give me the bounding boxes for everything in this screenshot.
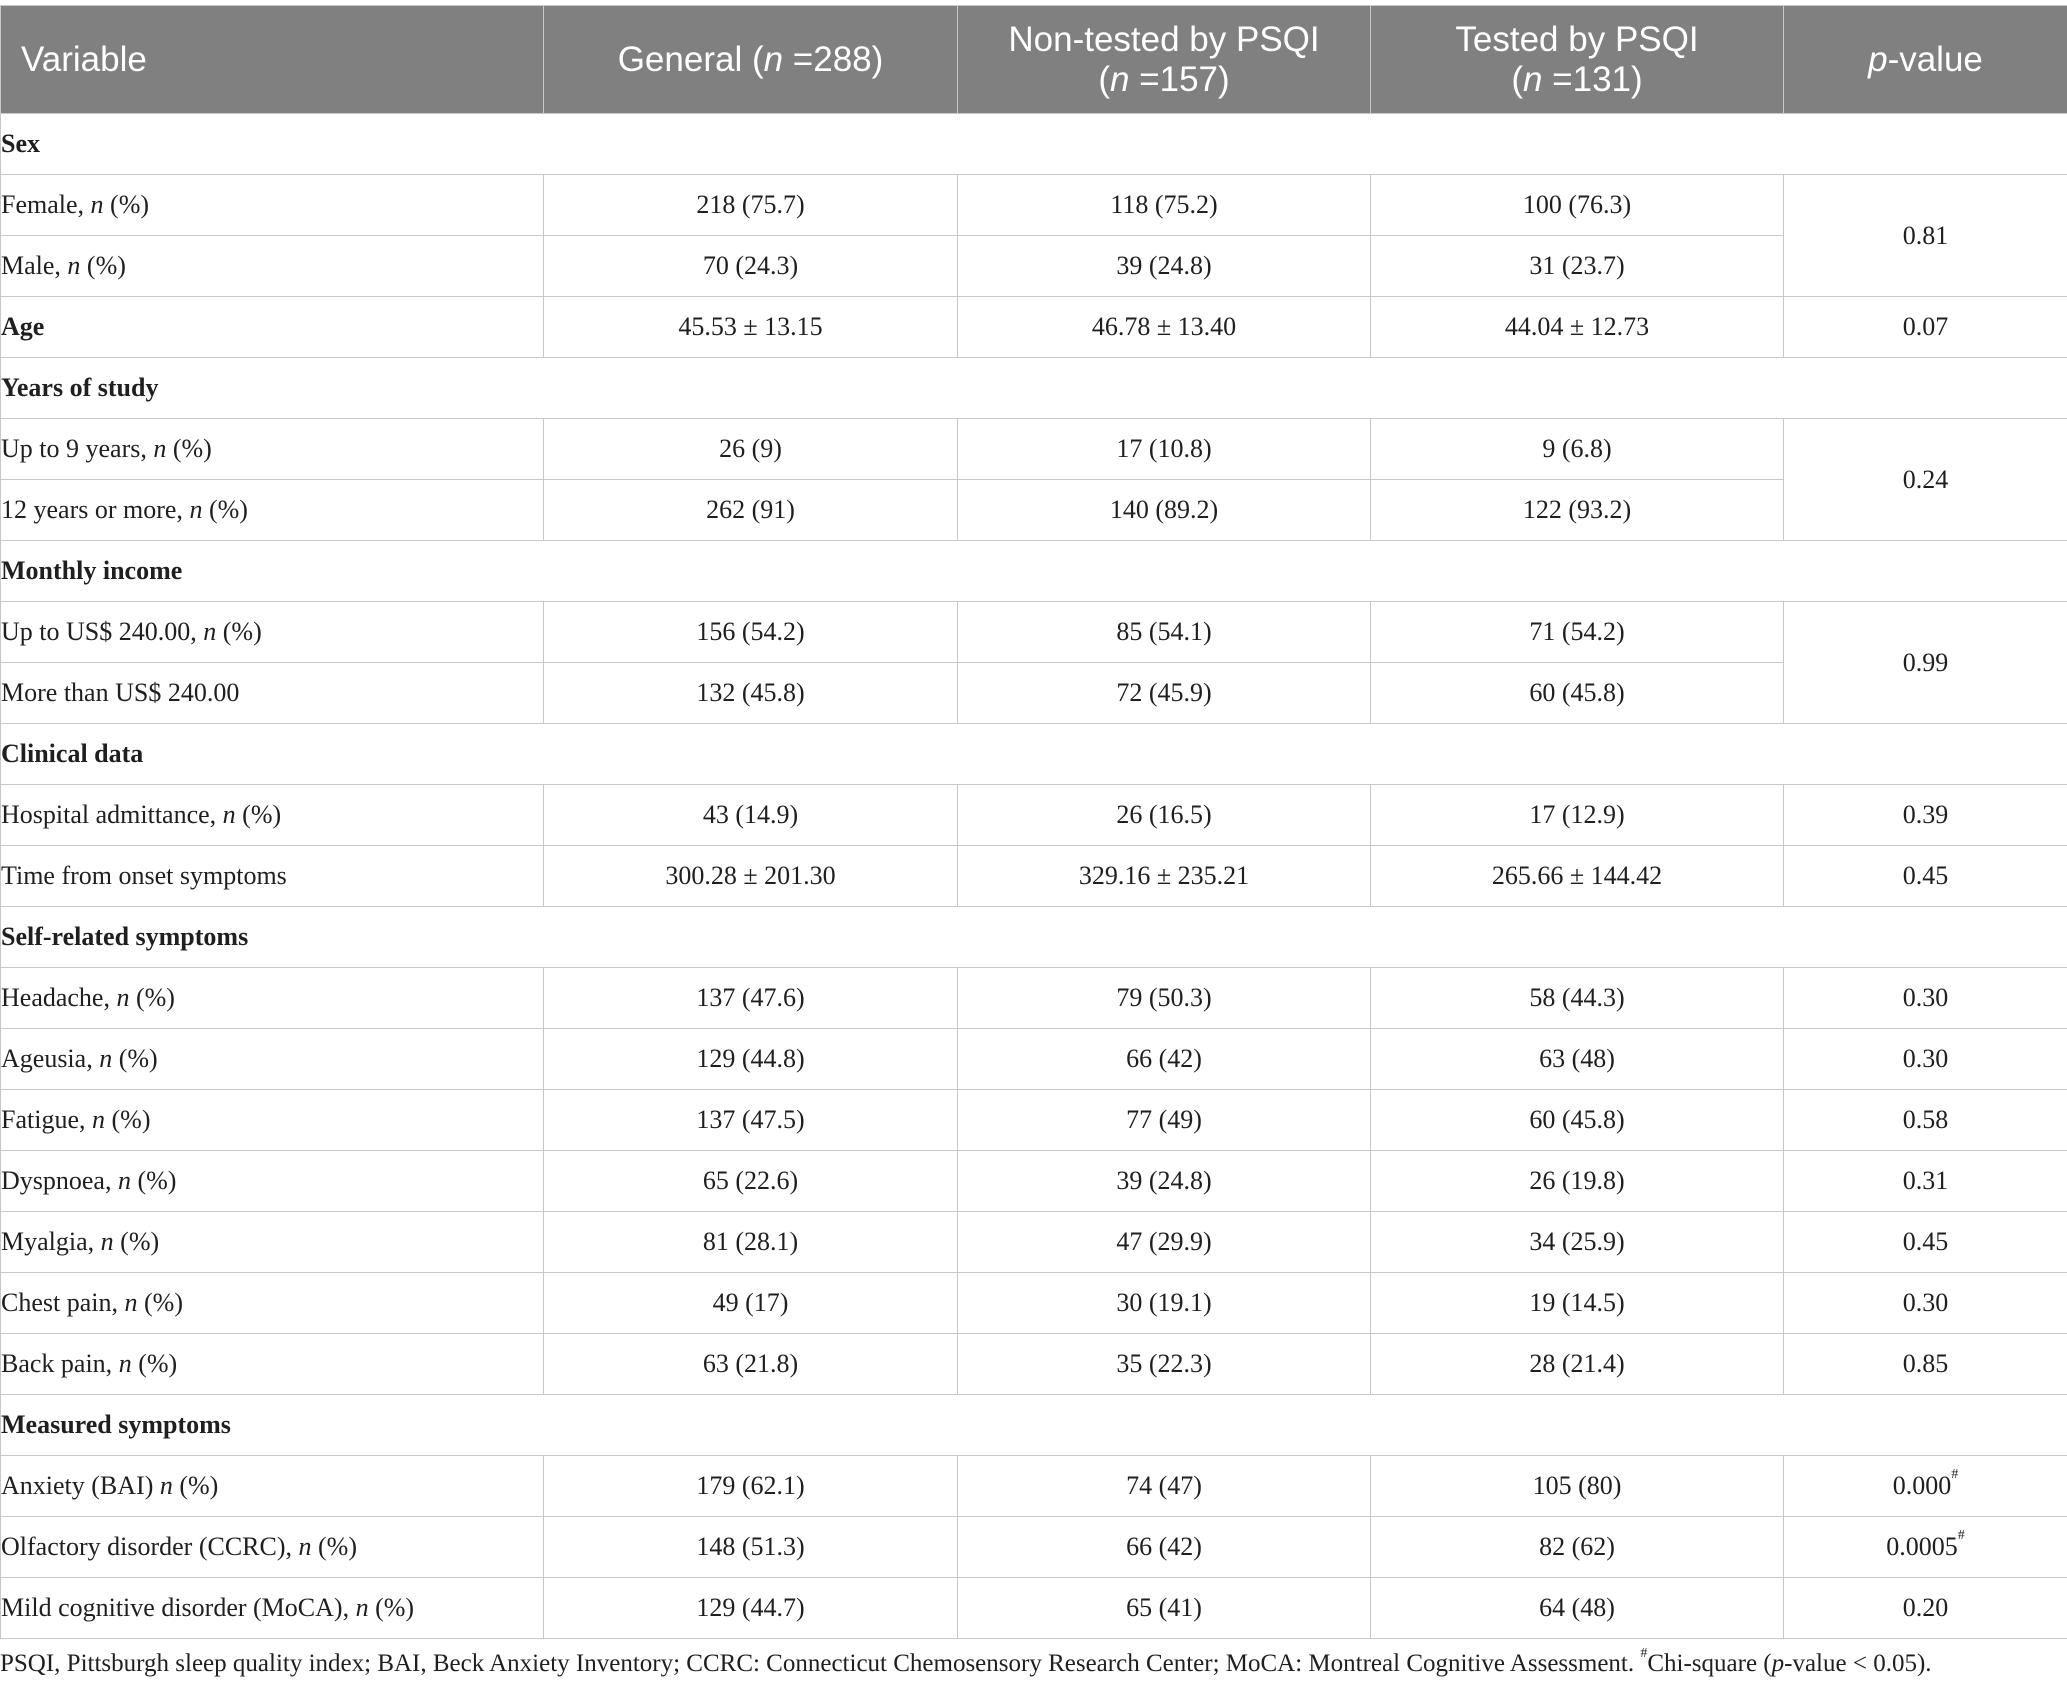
cell-p-value: 0.20: [1784, 1578, 2067, 1639]
table-row: [1, 1212, 2067, 1273]
header-nontested-pre: (: [1098, 59, 1110, 99]
cell-tested: 58 (44.3): [1371, 968, 1784, 1029]
label-unit: (%): [202, 495, 248, 524]
cell-p-value: [1784, 1456, 2067, 1517]
cell-general: 81 (28.1): [544, 1212, 958, 1273]
label-n: n: [117, 1166, 131, 1195]
cell-nontested: 74 (47): [958, 1456, 1371, 1517]
label-n: n: [298, 1532, 312, 1561]
footnote-p: p: [1771, 1650, 1785, 1677]
cell-tested: 44.04 ± 12.73: [1371, 297, 1784, 358]
label-unit: (%): [131, 1349, 178, 1378]
cell-p-value: 0.85: [1784, 1334, 2067, 1395]
table-row: [1, 1151, 2067, 1212]
label-unit: (%): [368, 1593, 415, 1622]
label-text: Anxiety (BAI): [1, 1471, 160, 1500]
cell-tested: 105 (80): [1371, 1456, 1784, 1517]
cell-general: 65 (22.6): [544, 1151, 958, 1212]
cell-nontested: 329.16 ± 235.21: [958, 846, 1371, 907]
cell-nontested: 47 (29.9): [958, 1212, 1371, 1273]
cell-tested: 60 (45.8): [1371, 1090, 1784, 1151]
cell-general: 132 (45.8): [544, 663, 958, 724]
table-row: [1, 175, 2067, 236]
row-label: [1, 419, 544, 480]
cell-general: 49 (17): [544, 1273, 958, 1334]
cell-nontested: 72 (45.9): [958, 663, 1371, 724]
cell-nontested: 77 (49): [958, 1090, 1371, 1151]
section-row: [1, 907, 2067, 968]
header-p-value: [1784, 6, 2067, 114]
footnote-chi: Chi-square (: [1647, 1650, 1772, 1677]
cell-general: 43 (14.9): [544, 785, 958, 846]
cell-tested: 60 (45.8): [1371, 663, 1784, 724]
cell-p-value: 0.39: [1784, 785, 2067, 846]
cell-tested: 100 (76.3): [1371, 175, 1784, 236]
label-unit: (%): [129, 983, 175, 1012]
cell-general: 218 (75.7): [544, 175, 958, 236]
header-nontested-post: =157): [1129, 59, 1230, 99]
row-label: [1, 1273, 544, 1334]
label-n: n: [189, 495, 203, 524]
cell-general: 137 (47.6): [544, 968, 958, 1029]
label-text: Myalgia,: [1, 1227, 101, 1256]
label-unit: (%): [112, 1044, 158, 1073]
row-label: [1, 1029, 544, 1090]
cell-nontested: 39 (24.8): [958, 236, 1371, 297]
cell-p-value: 0.45: [1784, 846, 2067, 907]
label-unit: (%): [105, 1105, 151, 1134]
table-row: [1, 1456, 2067, 1517]
section-row: [1, 541, 2067, 602]
cell-nontested: 85 (54.1): [958, 602, 1371, 663]
label-n: n: [92, 1105, 105, 1134]
table-row: [1, 1578, 2067, 1639]
header-general-post: =288): [783, 39, 884, 79]
cell-general: 45.53 ± 13.15: [544, 297, 958, 358]
cell-nontested: 66 (42): [958, 1029, 1371, 1090]
row-label: [1, 1090, 544, 1151]
cell-general: 129 (44.8): [544, 1029, 958, 1090]
cell-tested: 63 (48): [1371, 1029, 1784, 1090]
section-clinical-data: Clinical data: [1, 724, 2067, 785]
label-text: Up to US$ 240.00,: [1, 617, 204, 646]
cell-general: 148 (51.3): [544, 1517, 958, 1578]
section-years-of-study: Years of study: [1, 358, 2067, 419]
label-unit: (%): [172, 1471, 219, 1500]
label-n: n: [67, 251, 81, 280]
cell-tested: 122 (93.2): [1371, 480, 1784, 541]
cell-p-value: 0.07: [1784, 297, 2067, 358]
p-value-text: 0.000: [1892, 1471, 1952, 1500]
label-text: Olfactory disorder (CCRC),: [1, 1532, 299, 1561]
cell-tested: 64 (48): [1371, 1578, 1784, 1639]
section-row: [1, 114, 2067, 175]
header-variable: [1, 6, 544, 114]
row-label: [1, 480, 544, 541]
label-text: Chest pain,: [1, 1288, 125, 1317]
label-text: Female,: [1, 190, 91, 219]
label-unit: (%): [216, 617, 262, 646]
cell-general: 156 (54.2): [544, 602, 958, 663]
cell-general: 300.28 ± 201.30: [544, 846, 958, 907]
label-text: Up to 9 years,: [1, 434, 154, 463]
label-unit: (%): [235, 800, 282, 829]
table-row: [1, 663, 2067, 724]
cell-nontested: 118 (75.2): [958, 175, 1371, 236]
header-variable-text: Variable: [21, 39, 147, 79]
section-monthly-income: Monthly income: [1, 541, 2067, 602]
significance-marker: #: [1957, 1528, 1965, 1543]
row-label: [1, 602, 544, 663]
cell-tested: 265.66 ± 144.42: [1371, 846, 1784, 907]
label-text: 12 years or more,: [1, 495, 190, 524]
cell-p-value: 0.99: [1784, 602, 2067, 724]
label-n: n: [203, 617, 217, 646]
cell-nontested: 46.78 ± 13.40: [958, 297, 1371, 358]
cell-p-value: 0.24: [1784, 419, 2067, 541]
label-n: n: [222, 800, 236, 829]
cell-nontested: 65 (41): [958, 1578, 1371, 1639]
label-n: n: [159, 1471, 173, 1500]
table-row: [1, 846, 2067, 907]
cell-general: 179 (62.1): [544, 1456, 958, 1517]
label-n: n: [153, 434, 167, 463]
label-text: Hospital admittance,: [1, 800, 223, 829]
label-unit: (%): [103, 190, 150, 219]
label-text: Fatigue,: [1, 1105, 92, 1134]
header-general-pre: General (: [617, 39, 764, 79]
cell-p-value: 0.30: [1784, 1273, 2067, 1334]
row-label: [1, 175, 544, 236]
label-n: n: [99, 1044, 113, 1073]
label-text: Headache,: [1, 983, 117, 1012]
header-tested-pre: (: [1511, 59, 1523, 99]
cell-tested: 28 (21.4): [1371, 1334, 1784, 1395]
row-label: Time from onset symptoms: [1, 846, 544, 907]
cell-general: 63 (21.8): [544, 1334, 958, 1395]
cell-general: 70 (24.3): [544, 236, 958, 297]
row-label: [1, 236, 544, 297]
table-row: [1, 1517, 2067, 1578]
section-measured-symptoms: Measured symptoms: [1, 1395, 2067, 1456]
table-row: [1, 1090, 2067, 1151]
header-nontested: [958, 6, 1371, 114]
label-n: n: [355, 1593, 369, 1622]
cell-p-value: 0.30: [1784, 968, 2067, 1029]
label-unit: (%): [311, 1532, 357, 1561]
cell-tested: 82 (62): [1371, 1517, 1784, 1578]
footnote-tail: -value < 0.05).: [1784, 1650, 1932, 1677]
label-text: Mild cognitive disorder (MoCA),: [1, 1593, 356, 1622]
section-sex: Sex: [1, 114, 2067, 175]
row-label-age: Age: [1, 297, 544, 358]
table-container: [0, 5, 2067, 1678]
label-n: n: [116, 983, 130, 1012]
cell-tested: 26 (19.8): [1371, 1151, 1784, 1212]
cell-nontested: 66 (42): [958, 1517, 1371, 1578]
header-tested: [1371, 6, 1784, 114]
label-unit: (%): [166, 434, 212, 463]
significance-marker: #: [1951, 1467, 1959, 1482]
row-label: [1, 1212, 544, 1273]
header-tested-post: =131): [1542, 59, 1643, 99]
cell-nontested: 39 (24.8): [958, 1151, 1371, 1212]
cell-p-value: 0.45: [1784, 1212, 2067, 1273]
header-row: [1, 6, 2067, 114]
section-self-related-symptoms: Self-related symptoms: [1, 907, 2067, 968]
label-text: Dyspnoea,: [1, 1166, 118, 1195]
table-row: [1, 480, 2067, 541]
cell-general: 26 (9): [544, 419, 958, 480]
footnote-text: PSQI, Pittsburgh sleep quality index; BAI, Beck Anxiety Inventory; CCRC: Connecticut Chemosensory Research Center; MoCA: Montreal Cognitive Assessment.: [0, 1650, 1641, 1677]
header-general: [544, 6, 958, 114]
label-n: n: [118, 1349, 132, 1378]
table-row: [1, 1029, 2067, 1090]
header-p-italic: p: [1868, 39, 1888, 79]
cell-nontested: 35 (22.3): [958, 1334, 1371, 1395]
row-label: [1, 1517, 544, 1578]
row-label: [1, 968, 544, 1029]
table-row: [1, 297, 2067, 358]
row-label: More than US$ 240.00: [1, 663, 544, 724]
label-unit: (%): [130, 1166, 177, 1195]
cell-tested: 17 (12.9): [1371, 785, 1784, 846]
cell-tested: 34 (25.9): [1371, 1212, 1784, 1273]
table-row: [1, 236, 2067, 297]
label-n: n: [90, 190, 104, 219]
label-n: n: [100, 1227, 114, 1256]
section-row: [1, 724, 2067, 785]
p-value-text: 0.0005: [1886, 1532, 1958, 1561]
footnote-marker: #: [1640, 1646, 1648, 1661]
row-label: [1, 1578, 544, 1639]
cell-p-value: 0.30: [1784, 1029, 2067, 1090]
cell-nontested: 17 (10.8): [958, 419, 1371, 480]
header-general-n: n: [763, 39, 784, 79]
header-tested-n: n: [1522, 59, 1543, 99]
label-n: n: [124, 1288, 138, 1317]
label-unit: (%): [80, 251, 126, 280]
table-row: [1, 785, 2067, 846]
header-p-rest: -value: [1887, 39, 1983, 79]
row-label: [1, 1151, 544, 1212]
label-text: Ageusia,: [1, 1044, 100, 1073]
table-row: [1, 602, 2067, 663]
cell-nontested: 79 (50.3): [958, 968, 1371, 1029]
label-unit: (%): [113, 1227, 160, 1256]
cell-tested: 19 (14.5): [1371, 1273, 1784, 1334]
header-tested-line1: Tested by PSQI: [1455, 19, 1699, 59]
section-row: [1, 358, 2067, 419]
cell-nontested: 140 (89.2): [958, 480, 1371, 541]
cell-p-value: 0.31: [1784, 1151, 2067, 1212]
label-text: Male,: [1, 251, 68, 280]
cell-p-value: [1784, 1517, 2067, 1578]
table-row: [1, 968, 2067, 1029]
header-nontested-n: n: [1109, 59, 1130, 99]
row-label: [1, 1334, 544, 1395]
table-row: [1, 419, 2067, 480]
cell-tested: 31 (23.7): [1371, 236, 1784, 297]
label-text: Back pain,: [1, 1349, 119, 1378]
cell-p-value: 0.58: [1784, 1090, 2067, 1151]
section-row: [1, 1395, 2067, 1456]
cell-general: 262 (91): [544, 480, 958, 541]
header-nontested-line1: Non-tested by PSQI: [1008, 19, 1320, 59]
cell-general: 129 (44.7): [544, 1578, 958, 1639]
cell-p-value: 0.81: [1784, 175, 2067, 297]
table-row: [1, 1334, 2067, 1395]
table-row: [1, 1273, 2067, 1334]
cell-tested: 71 (54.2): [1371, 602, 1784, 663]
cell-nontested: 26 (16.5): [958, 785, 1371, 846]
row-label: [1, 1456, 544, 1517]
cell-nontested: 30 (19.1): [958, 1273, 1371, 1334]
table-footnote: [0, 1646, 2067, 1678]
cell-tested: 9 (6.8): [1371, 419, 1784, 480]
demographics-table: [0, 5, 2067, 1639]
label-unit: (%): [137, 1288, 183, 1317]
row-label: [1, 785, 544, 846]
cell-general: 137 (47.5): [544, 1090, 958, 1151]
